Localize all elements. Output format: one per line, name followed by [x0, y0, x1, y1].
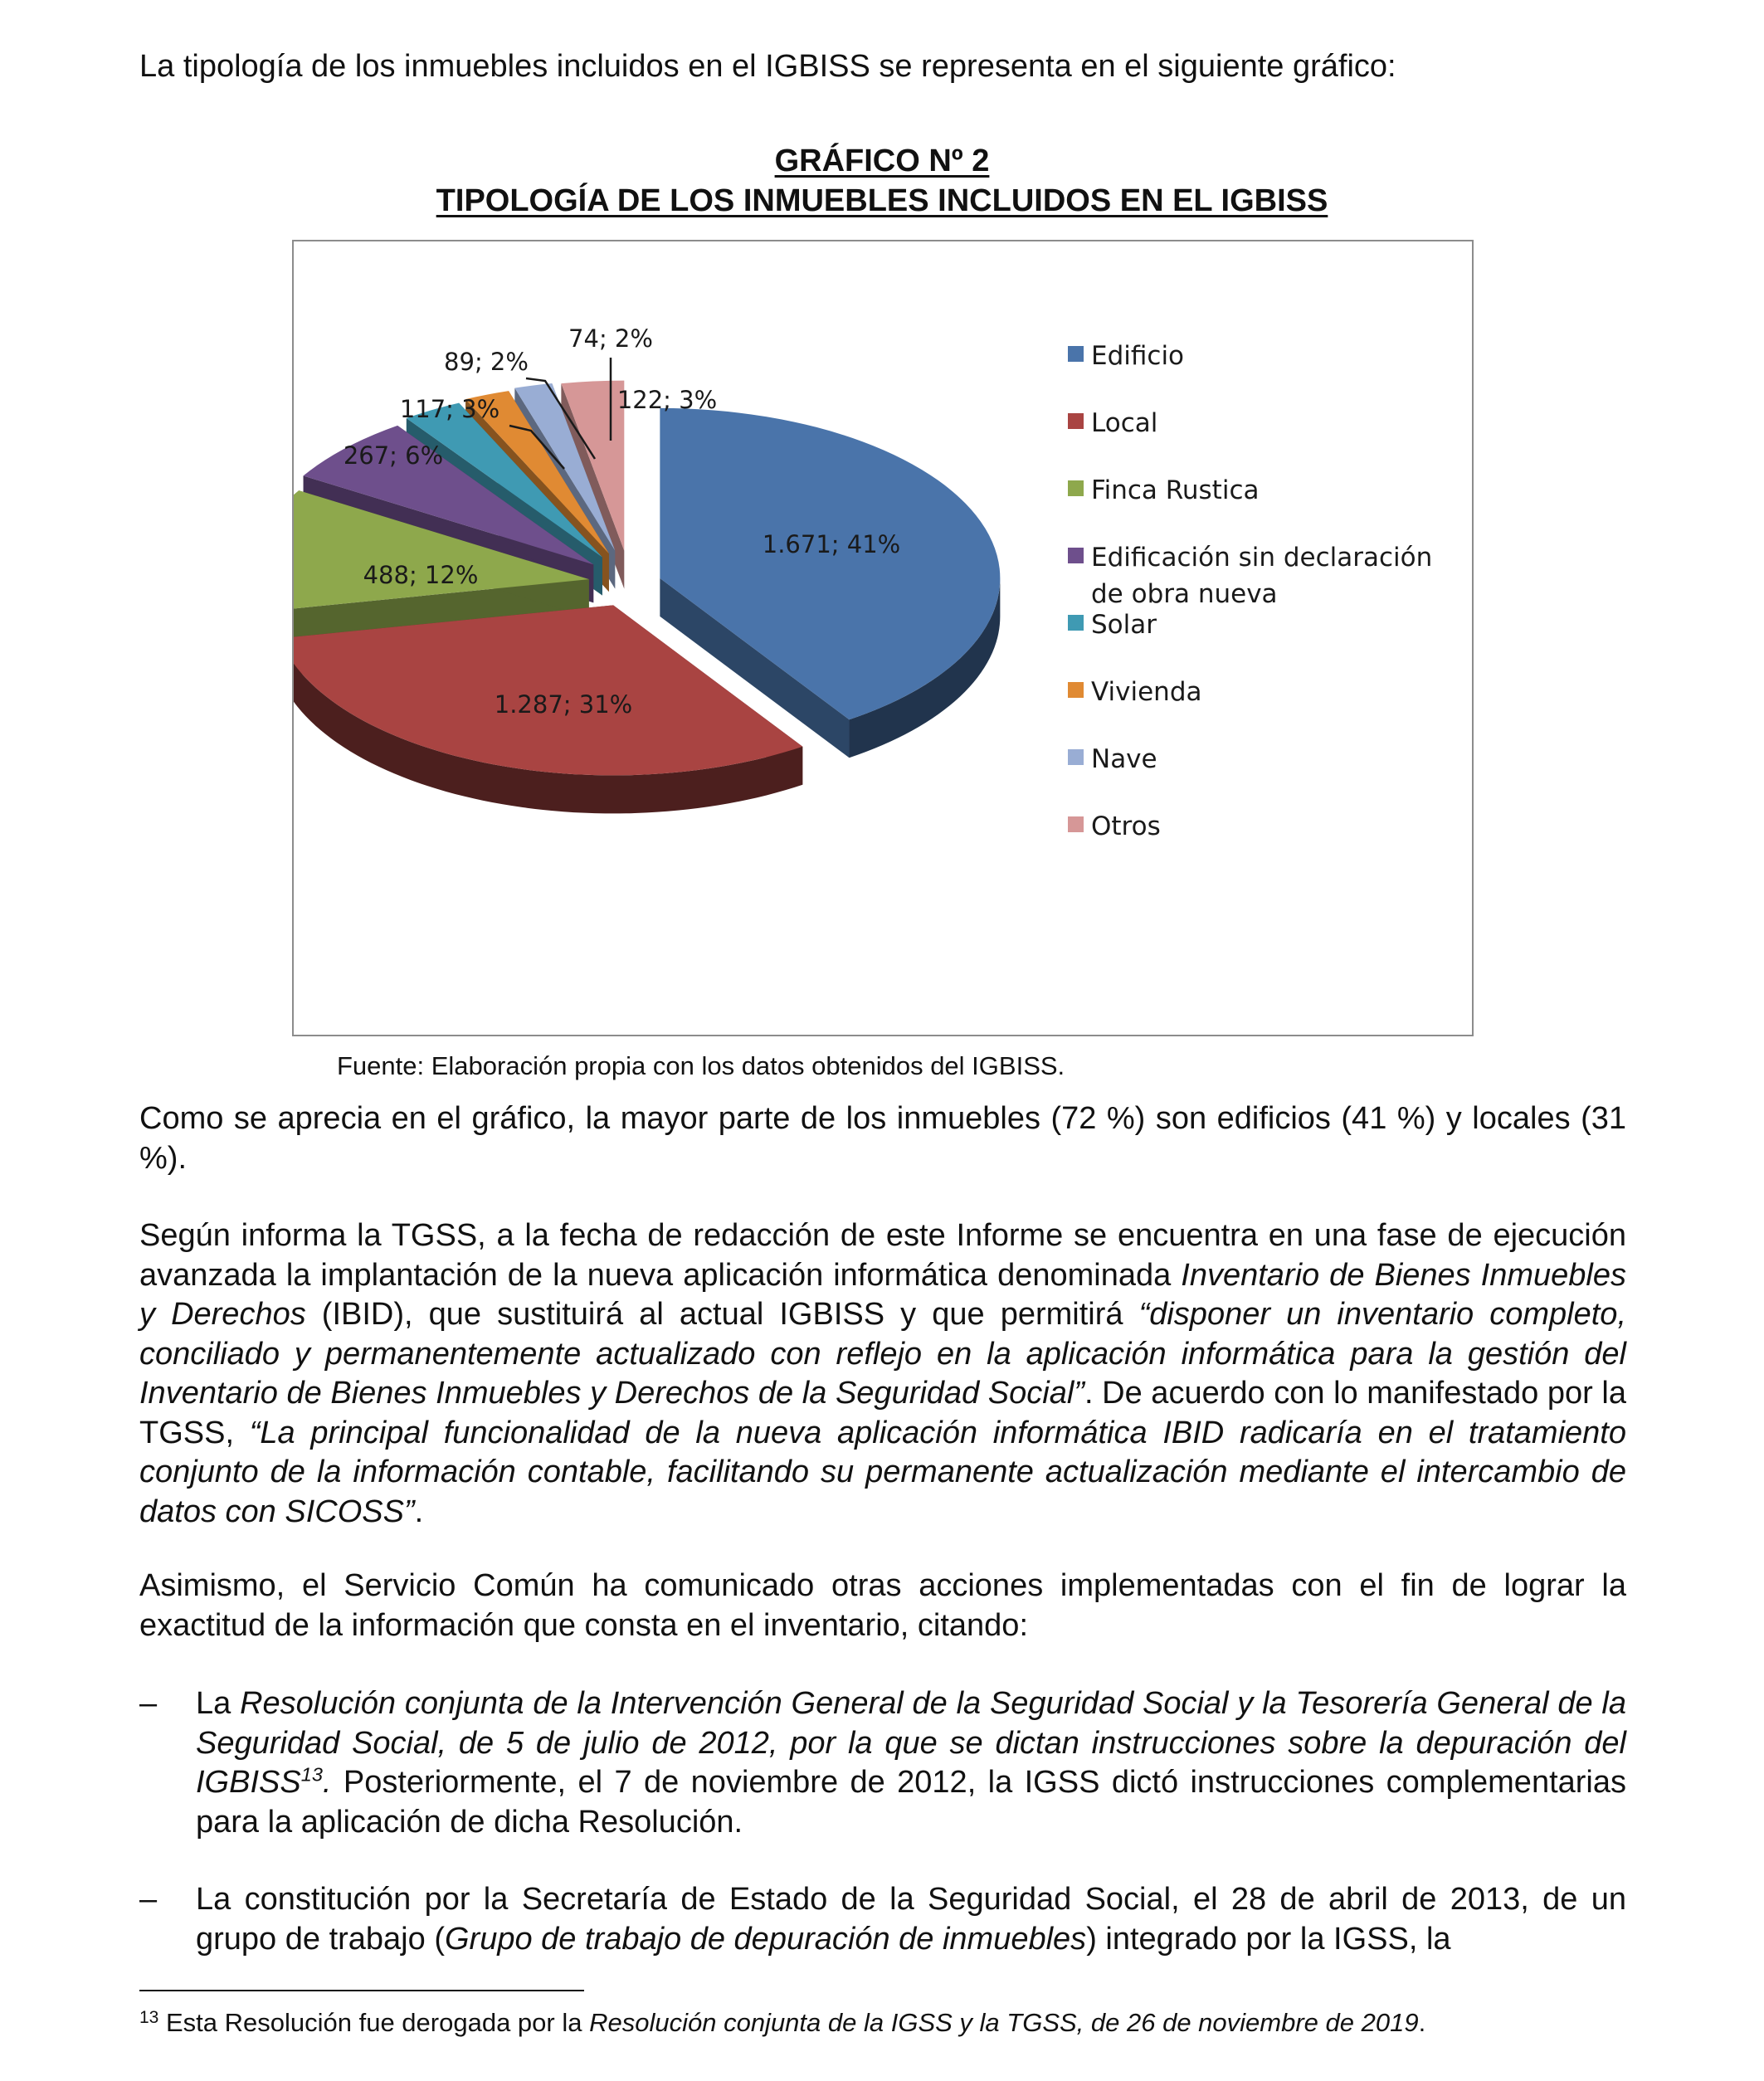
bullet-item-resolucion	[196, 1684, 1626, 1842]
legend-swatch	[1068, 480, 1084, 496]
legend-label: Finca Rustica	[1091, 475, 1260, 505]
data-label: 74; 2%	[568, 324, 653, 353]
italic-run: Resolución conjunta de la Intervención General de la Seguridad Social y la Tesorería General de la Seguridad Social, de 5 de julio de 2012, por la que se dictan instrucciones sobre la depuración del IGBISS	[196, 1686, 1626, 1800]
paragraph-tgss	[139, 1216, 1626, 1532]
italic-run: Inventario de Bienes Inmuebles y Derechos	[139, 1257, 1626, 1332]
pie-chart	[294, 241, 1472, 1035]
chart-title-line2: TIPOLOGÍA DE LOS INMUEBLES INCLUIDOS EN EL IGBISS	[436, 183, 1328, 218]
text-run: .	[414, 1494, 424, 1529]
pie-chart-frame	[292, 240, 1474, 1036]
italic-run: Grupo de trabajo de depuración de inmuebles	[444, 1921, 1087, 1957]
text-run: (IBID), que sustituirá al actual IGBISS y que permitirá	[305, 1297, 1139, 1332]
quote-run: “La principal funcionalidad de la nueva aplicación informática IBID radicaría en el tratamiento conjunto de la información contable, facilitando su permanente actualización mediante el intercambio de datos con SICOSS”	[139, 1415, 1626, 1529]
legend-label: de obra nueva	[1091, 579, 1278, 609]
text-run: .	[1418, 2008, 1426, 2037]
source-note: Fuente: Elaboración propia con los datos obtenidos del IGBISS.	[337, 1051, 1065, 1080]
quote-run: “disponer un inventario completo, conciliado y permanentemente actualizado con reflejo en la aplicación informática para la gestión del Inventario de Bienes Inmuebles y Derechos de la Seguridad Social”	[139, 1297, 1626, 1411]
legend-swatch	[1068, 615, 1084, 631]
bullet-dash: –	[139, 1882, 158, 1917]
legend-swatch	[1068, 346, 1084, 362]
text-run: ) integrado por la IGSS, la	[1086, 1921, 1451, 1957]
text-run: La constitución por la Secretaría de Estado de la Seguridad Social, el 28 de abril de 2013, de un grupo de trabajo (	[196, 1882, 1626, 1957]
paragraph-asimismo: Asimismo, el Servicio Común ha comunicado otras acciones implementadas con el fin de lograr la exactitud de la información que consta en el inventario, citando:	[139, 1568, 1626, 1643]
legend-swatch	[1068, 816, 1084, 832]
legend-label: Edificación sin declaración	[1091, 543, 1433, 573]
footnote-separator	[139, 1990, 584, 1991]
bullet-item-grupo-trabajo	[196, 1880, 1626, 1959]
legend-label: Local	[1091, 408, 1158, 438]
legend-label: Solar	[1091, 610, 1157, 640]
footnote-number: 13	[139, 2008, 159, 2027]
text-run: . De acuerdo con lo manifestado por la TGSS,	[139, 1376, 1626, 1450]
data-label: 117; 3%	[399, 395, 500, 423]
legend-label: Otros	[1091, 811, 1161, 841]
data-label: 267; 6%	[343, 441, 444, 470]
data-label: 488; 12%	[363, 561, 479, 589]
legend-swatch	[1068, 413, 1084, 429]
data-label: 122; 3%	[616, 386, 718, 414]
footnote-ref: 13	[300, 1763, 323, 1786]
legend-swatch	[1068, 682, 1084, 698]
intro-paragraph: La tipología de los inmuebles incluidos en el IGBISS se representa en el siguiente gráfico:	[139, 49, 1396, 84]
chart-title-line1: GRÁFICO Nº 2	[774, 144, 990, 178]
data-label: 1.287; 31%	[494, 690, 633, 719]
text-run: Posteriormente, el 7 de noviembre de 2012, la IGSS dictó instrucciones complementarias para la aplicación de dicha Resolución.	[196, 1765, 1626, 1840]
legend-label: Vivienda	[1091, 677, 1202, 707]
footnote	[139, 2006, 1425, 2040]
italic-run: Resolución conjunta de la IGSS y la TGSS, de 26 de noviembre de 2019	[589, 2008, 1419, 2037]
text-run: La	[196, 1686, 241, 1721]
legend-label: Nave	[1091, 744, 1157, 774]
bullet-dash: –	[139, 1686, 158, 1721]
data-label: 89; 2%	[444, 348, 529, 376]
text-run: Esta Resolución fue derogada por la	[158, 2008, 590, 2037]
paragraph-summary: Como se aprecia en el gráfico, la mayor parte de los inmuebles (72 %) son edificios (41 %) y locales (31 %).	[139, 1101, 1626, 1176]
legend-label: Edificio	[1091, 341, 1185, 371]
italic-run: .	[322, 1765, 332, 1800]
text-run: Según informa la TGSS, a la fecha de redacción de este Informe se encuentra en una fase de ejecución avanzada la implantación de la nueva aplicación informática denominada	[139, 1218, 1626, 1293]
data-label: 1.671; 41%	[762, 530, 901, 558]
legend-swatch	[1068, 749, 1084, 765]
legend-swatch	[1068, 548, 1084, 563]
